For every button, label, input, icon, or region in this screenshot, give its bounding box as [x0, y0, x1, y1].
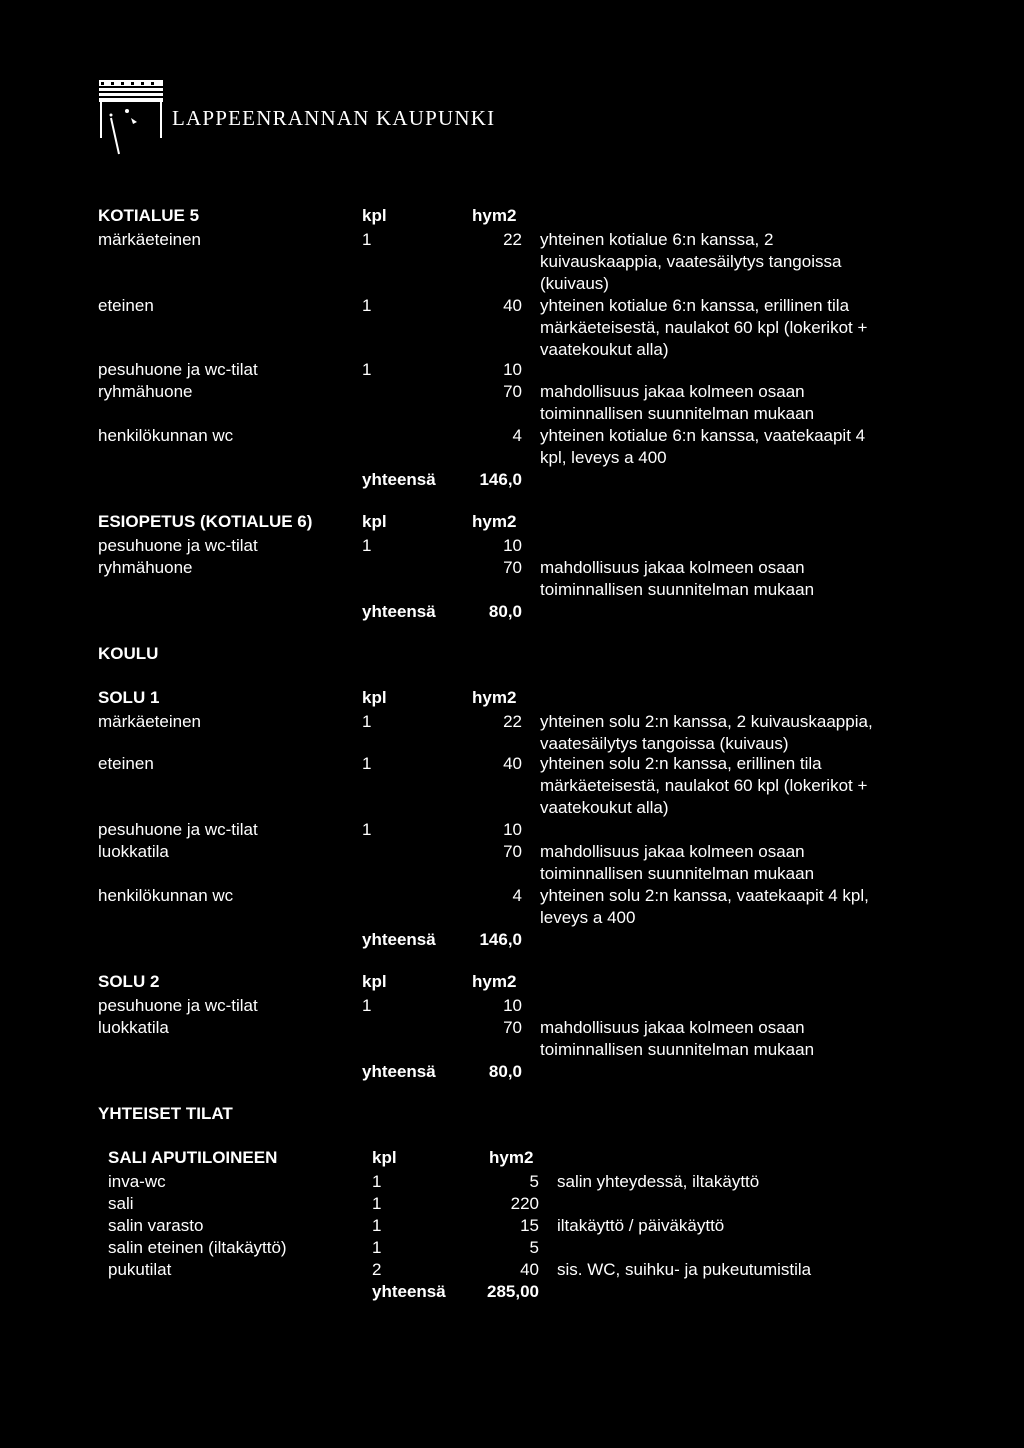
room-note-line: mahdollisuus jakaa kolmeen osaan	[540, 842, 805, 861]
room-count: 1	[362, 536, 372, 555]
column-header-kpl: kpl	[362, 688, 387, 707]
column-header-hym2: hym2	[472, 972, 517, 991]
room-note	[540, 381, 814, 425]
table-row	[0, 358, 1024, 382]
room-note-line: (kuivaus)	[540, 274, 609, 293]
room-name: henkilökunnan wc	[98, 426, 234, 445]
table-row	[0, 556, 1024, 580]
room-area: 10	[503, 360, 522, 379]
total-row	[0, 928, 1024, 952]
room-area: 220	[510, 1194, 539, 1213]
room-note-line: yhteinen solu 2:n kanssa, erillinen tila	[540, 754, 822, 773]
room-note	[540, 557, 814, 601]
table-row	[0, 380, 1024, 404]
table-row	[0, 294, 1024, 318]
room-note	[540, 711, 873, 755]
room-note	[540, 1017, 814, 1061]
room-note-line: yhteinen kotialue 6:n kanssa, vaatekaapit 4	[540, 426, 866, 445]
room-note-line: salin yhteydessä, iltakäyttö	[557, 1172, 760, 1191]
room-note	[557, 1215, 724, 1237]
total-row	[0, 468, 1024, 492]
room-count: 1	[362, 712, 372, 731]
total-value: 146,0	[479, 470, 522, 489]
block-title: KOTIALUE 5	[98, 206, 200, 225]
total-value: 80,0	[488, 602, 522, 621]
room-count: 1	[362, 820, 372, 839]
room-note-line: märkäeteisestä, naulakot 60 kpl (lokerikot +	[540, 776, 868, 795]
room-note-line: vaatekoukut alla)	[540, 798, 669, 817]
room-note	[540, 753, 867, 819]
room-name: ryhmähuone	[98, 382, 193, 401]
room-note	[557, 1259, 811, 1281]
total-value: 285,00	[487, 1282, 539, 1301]
table-row	[0, 1192, 1024, 1216]
room-name: eteinen	[98, 296, 154, 315]
room-note-line: kpl, leveys a 400	[540, 448, 667, 467]
block-title: ESIOPETUS (KOTIALUE 6)	[98, 512, 313, 531]
room-name: ryhmähuone	[98, 558, 193, 577]
room-note-line: yhteinen kotialue 6:n kanssa, 2	[540, 230, 774, 249]
room-note	[540, 425, 865, 469]
table-row	[0, 424, 1024, 448]
room-note-line: mahdollisuus jakaa kolmeen osaan	[540, 1018, 805, 1037]
column-header-kpl: kpl	[362, 972, 387, 991]
room-note-line: vaatesäilytys tangoissa (kuivaus)	[540, 734, 789, 753]
table-row	[0, 534, 1024, 558]
table-row	[0, 1170, 1024, 1194]
room-note-line: leveys a 400	[540, 908, 636, 927]
room-name: henkilökunnan wc	[98, 886, 234, 905]
column-header-hym2: hym2	[489, 1148, 534, 1167]
room-name: pesuhuone ja wc-tilat	[98, 820, 258, 839]
column-header-hym2: hym2	[472, 512, 517, 531]
room-name: pesuhuone ja wc-tilat	[98, 996, 258, 1015]
room-note-line: toiminnallisen suunnitelman mukaan	[540, 864, 815, 883]
section-yhteiset-tilat: YHTEISET TILAT	[98, 1104, 233, 1123]
column-header-hym2: hym2	[472, 688, 517, 707]
room-note-line: mahdollisuus jakaa kolmeen osaan	[540, 382, 805, 401]
room-area: 22	[503, 230, 522, 249]
total-label: yhteensä	[372, 1282, 446, 1301]
room-count: 1	[372, 1238, 382, 1257]
room-name: luokkatila	[98, 842, 169, 861]
room-count: 1	[362, 230, 372, 249]
table-header-row	[0, 1146, 1024, 1170]
room-name: märkäeteinen	[98, 230, 202, 249]
table-row	[0, 752, 1024, 776]
city-name: LAPPEENRANNAN KAUPUNKI	[172, 106, 496, 130]
room-area: 70	[503, 382, 522, 401]
room-note	[540, 229, 841, 295]
total-row	[0, 600, 1024, 624]
room-area: 4	[512, 426, 522, 445]
table-header-row	[0, 204, 1024, 228]
room-area: 10	[503, 996, 522, 1015]
room-name: pesuhuone ja wc-tilat	[98, 536, 258, 555]
room-count: 1	[372, 1216, 382, 1235]
room-note-line: kuivauskaappia, vaatesäilytys tangoissa	[540, 252, 842, 271]
table-row	[0, 1258, 1024, 1282]
section-koulu: KOULU	[98, 644, 159, 663]
room-name: pesuhuone ja wc-tilat	[98, 360, 258, 379]
room-area: 4	[512, 886, 522, 905]
room-area: 10	[503, 536, 522, 555]
room-count: 1	[372, 1172, 382, 1191]
total-value: 146,0	[479, 930, 522, 949]
room-note-line: toiminnallisen suunnitelman mukaan	[540, 1040, 815, 1059]
room-count: 1	[362, 754, 372, 773]
room-name: salin eteinen (iltakäyttö)	[108, 1238, 287, 1257]
room-area: 5	[529, 1172, 539, 1191]
room-area: 15	[520, 1216, 539, 1235]
room-count: 1	[362, 996, 372, 1015]
room-note	[540, 841, 814, 885]
table-row	[0, 228, 1024, 252]
room-note-line: märkäeteisestä, naulakot 60 kpl (lokerikot +	[540, 318, 868, 337]
room-note	[540, 885, 869, 929]
table-row	[0, 1214, 1024, 1238]
room-note-line: yhteinen solu 2:n kanssa, 2 kuivauskaappia,	[540, 712, 873, 731]
room-count: 1	[362, 296, 372, 315]
table-row	[0, 1016, 1024, 1040]
room-name: eteinen	[98, 754, 154, 773]
table-row	[0, 818, 1024, 842]
room-note-line: yhteinen solu 2:n kanssa, vaatekaapit 4 kpl,	[540, 886, 869, 905]
room-note	[557, 1171, 759, 1193]
table-row	[0, 994, 1024, 1018]
room-area: 70	[503, 1018, 522, 1037]
room-count: 2	[372, 1260, 382, 1279]
room-note-line: sis. WC, suihku- ja pukeutumistila	[557, 1260, 812, 1279]
total-row	[0, 1280, 1024, 1304]
table-header-row	[0, 510, 1024, 534]
table-row	[0, 1236, 1024, 1260]
room-area: 5	[529, 1238, 539, 1257]
column-header-kpl: kpl	[362, 206, 387, 225]
room-area: 70	[503, 842, 522, 861]
column-header-kpl: kpl	[362, 512, 387, 531]
room-count: 1	[362, 360, 372, 379]
total-label: yhteensä	[362, 1062, 436, 1081]
room-note	[540, 295, 867, 361]
room-note-line: iltakäyttö / päiväkäyttö	[557, 1216, 725, 1235]
room-area: 40	[503, 296, 522, 315]
room-area: 70	[503, 558, 522, 577]
room-note-line: toiminnallisen suunnitelman mukaan	[540, 580, 815, 599]
table-header-row	[0, 970, 1024, 994]
room-count: 1	[372, 1194, 382, 1213]
column-header-kpl: kpl	[372, 1148, 397, 1167]
room-area: 10	[503, 820, 522, 839]
total-label: yhteensä	[362, 602, 436, 621]
room-name: luokkatila	[98, 1018, 169, 1037]
room-area: 22	[503, 712, 522, 731]
room-note-line: mahdollisuus jakaa kolmeen osaan	[540, 558, 805, 577]
room-note-line: toiminnallisen suunnitelman mukaan	[540, 404, 815, 423]
room-name: pukutilat	[108, 1260, 172, 1279]
room-note-line: yhteinen kotialue 6:n kanssa, erillinen tila	[540, 296, 850, 315]
room-name: märkäeteinen	[98, 712, 202, 731]
column-header-hym2: hym2	[472, 206, 517, 225]
room-area: 40	[520, 1260, 539, 1279]
room-area: 40	[503, 754, 522, 773]
room-name: sali	[108, 1194, 134, 1213]
total-value: 80,0	[488, 1062, 522, 1081]
city-crest-logo	[97, 78, 167, 158]
room-note-line: vaatekoukut alla)	[540, 340, 669, 359]
total-label: yhteensä	[362, 470, 436, 489]
table-row	[0, 884, 1024, 908]
block-title: SALI APUTILOINEEN	[108, 1148, 278, 1167]
table-header-row	[0, 686, 1024, 710]
room-name: inva-wc	[108, 1172, 166, 1191]
room-name: salin varasto	[108, 1216, 204, 1235]
total-row	[0, 1060, 1024, 1084]
table-row	[0, 840, 1024, 864]
total-label: yhteensä	[362, 930, 436, 949]
block-title: SOLU 2	[98, 972, 160, 991]
block-title: SOLU 1	[98, 688, 160, 707]
